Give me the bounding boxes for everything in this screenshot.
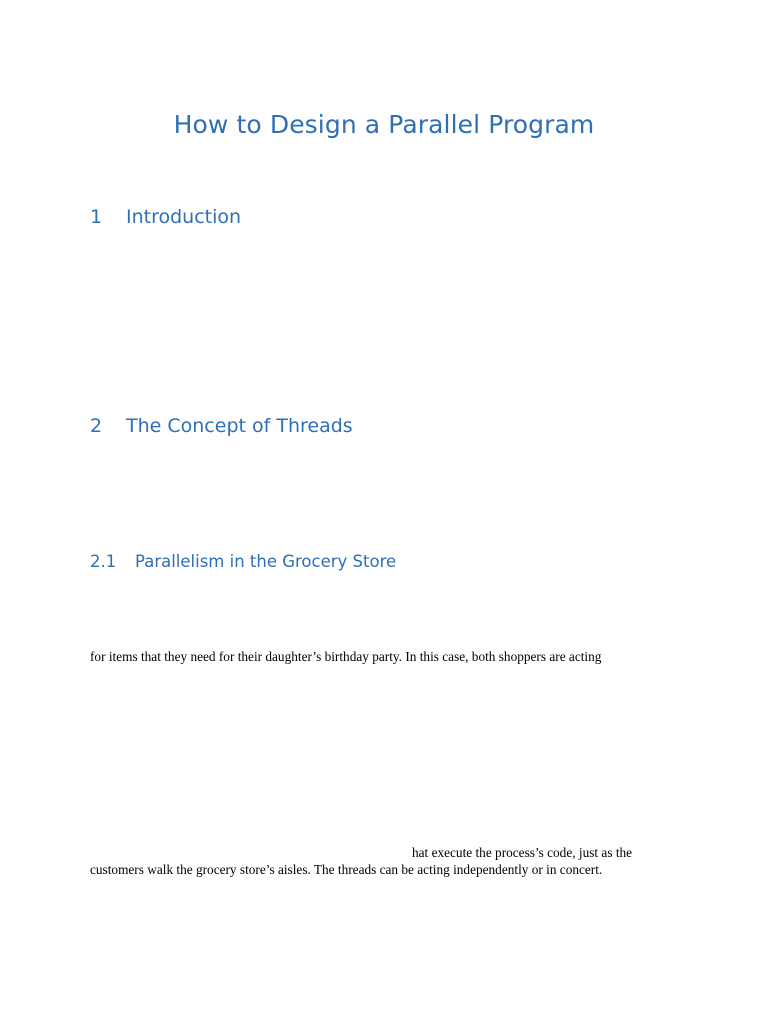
section-heading-introduction [90,206,241,228]
body-text-line: customers walk the grocery store’s aisles. The threads can be acting independently or in concert. [90,862,603,877]
subsection-title: Parallelism in the Grocery Store [135,552,397,571]
section-number: 1 [90,206,103,228]
section-title: Introduction [126,206,242,228]
body-text-line: hat execute the process’s code, just as the [412,845,633,860]
subsection-heading-grocery-store [90,552,396,571]
body-text-line: for items that they need for their daughter’s birthday party. In this case, both shoppers are acting [90,649,602,664]
section-heading-threads [90,415,353,437]
section-title: The Concept of Threads [126,415,353,437]
document-title: How to Design a Parallel Program [173,110,595,139]
section-number: 2 [90,415,103,437]
subsection-number: 2.1 [90,552,117,571]
